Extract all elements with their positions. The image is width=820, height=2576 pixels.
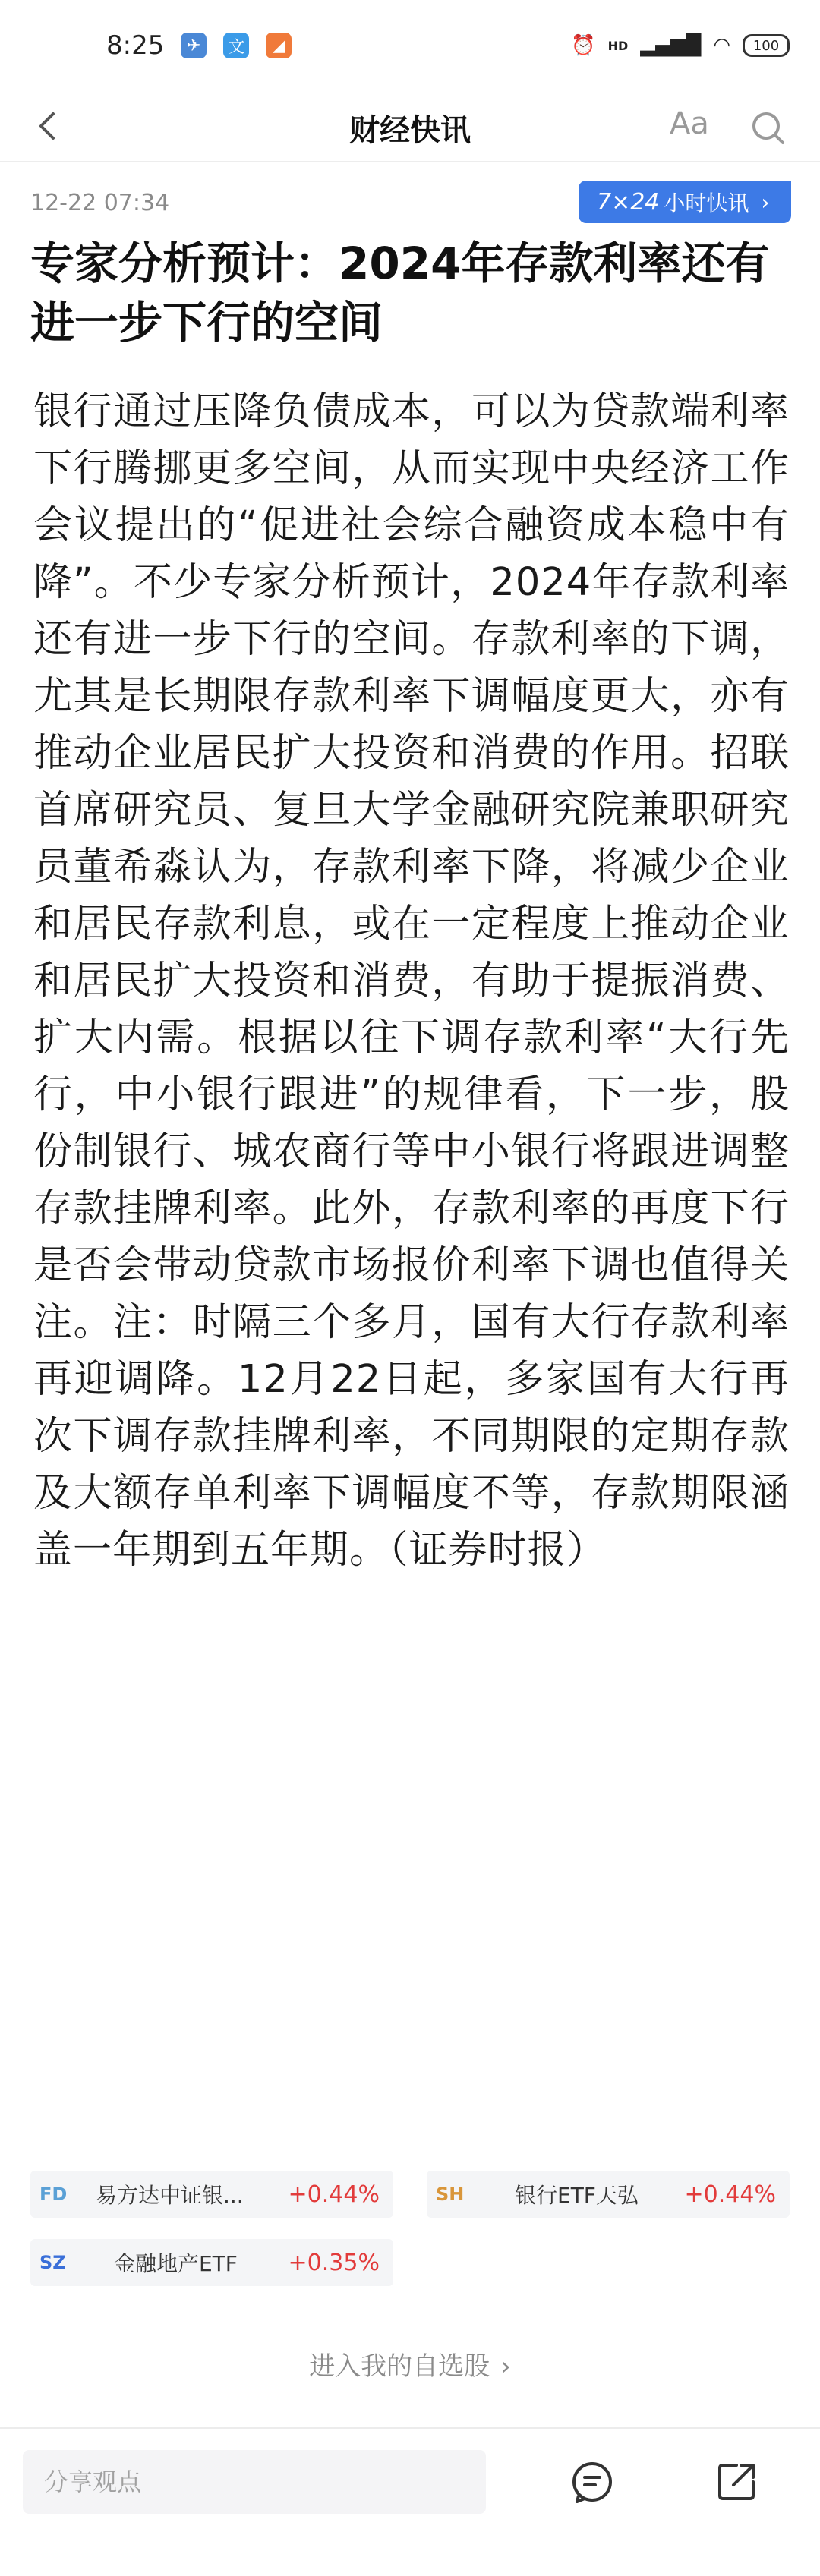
battery-icon — [743, 34, 790, 57]
status-time: 8:25 — [106, 30, 165, 61]
chevron-right-icon: › — [500, 2351, 511, 2382]
app-notification-icon: 文 — [223, 33, 249, 58]
search-icon[interactable] — [748, 108, 787, 147]
stock-name: 银行ETF天弘 — [515, 2183, 639, 2208]
live-news-tag[interactable] — [579, 181, 791, 223]
chevron-right-icon: › — [761, 189, 770, 215]
page-title: 财经快讯 — [349, 112, 471, 148]
stock-change: +0.35% — [288, 2249, 380, 2276]
watchlist-link[interactable] — [0, 2345, 820, 2382]
market-badge: FD — [39, 2184, 68, 2205]
stock-chip[interactable] — [427, 2171, 790, 2218]
tag-number: 7×24 — [597, 188, 660, 216]
share-icon[interactable] — [714, 2459, 759, 2505]
status-right — [571, 34, 790, 57]
stock-change: +0.44% — [288, 2181, 380, 2208]
signal-icon: ▂▄▆█ — [640, 34, 702, 57]
battery-level: 100 — [752, 37, 780, 54]
comment-icon[interactable] — [569, 2459, 615, 2505]
network-label: HD — [607, 38, 629, 53]
status-left — [30, 30, 292, 61]
stock-change: +0.44% — [684, 2181, 776, 2208]
bottom-divider — [0, 2427, 820, 2429]
alarm-icon: ⏰ — [571, 34, 596, 57]
app-notification-icon: ✈ — [181, 33, 207, 58]
article-body: 银行通过压降负债成本，可以为贷款端利率下行腾挪更多空间，从而实现中央经济工作会议提出的“促进社会综合融资成本稳中有降”。不少专家分析预计，2024年存款利率还有进一步下行的空间。存款利率的下调，尤其是长期限存款利率下调幅度更大，亦有推动企业居民扩大投资和消费的作用。招联首席研究员、复旦大学金融研究院兼职研究员董希淼认为，存款利率下降，将减少企业和居民存款利息，或在一定程度上推动企业和居民扩大投资和消费，有助于提振消费、扩大内需。根据以往下调存款利率“大行先行，中小银行跟进”的规律看，下一步，股份制银行、城农商行等中小银行将跟进调整存款挂牌利率。此外，存款利率的再度下行是否会带动贷款市场报价利率下调也值得关注。注：时隔三个多月，国有大行存款利率再迎调降。12月22日起，多家国有大行再次下调存款挂牌利率，不同期限的定期存款及大额存单利率下调幅度不等，存款期限涵盖一年期到五年期。（证券时报） — [33, 389, 790, 1573]
font-size-icon[interactable]: Aa — [670, 106, 709, 141]
stock-chip[interactable] — [30, 2239, 393, 2286]
market-badge: SH — [436, 2184, 465, 2205]
comment-input[interactable] — [23, 2450, 486, 2514]
meta-row — [0, 181, 820, 228]
status-bar — [0, 0, 820, 91]
tag-label: 小时快讯 — [664, 191, 749, 216]
nav-divider — [0, 161, 820, 162]
app-notification-icon: ◢ — [266, 33, 292, 58]
article-headline: 专家分析预计：2024年存款利率还有进一步下行的空间 — [30, 238, 770, 348]
watchlist-label: 进入我的自选股 — [309, 2351, 490, 2382]
market-badge: SZ — [39, 2252, 66, 2273]
nav-bar — [0, 91, 820, 161]
stock-name: 易方达中证银... — [96, 2183, 244, 2208]
stock-name: 金融地产ETF — [114, 2251, 238, 2276]
stock-chip[interactable] — [30, 2171, 393, 2218]
publish-time: 12-22 07:34 — [30, 190, 170, 216]
wifi-icon: ◠ — [713, 34, 730, 57]
